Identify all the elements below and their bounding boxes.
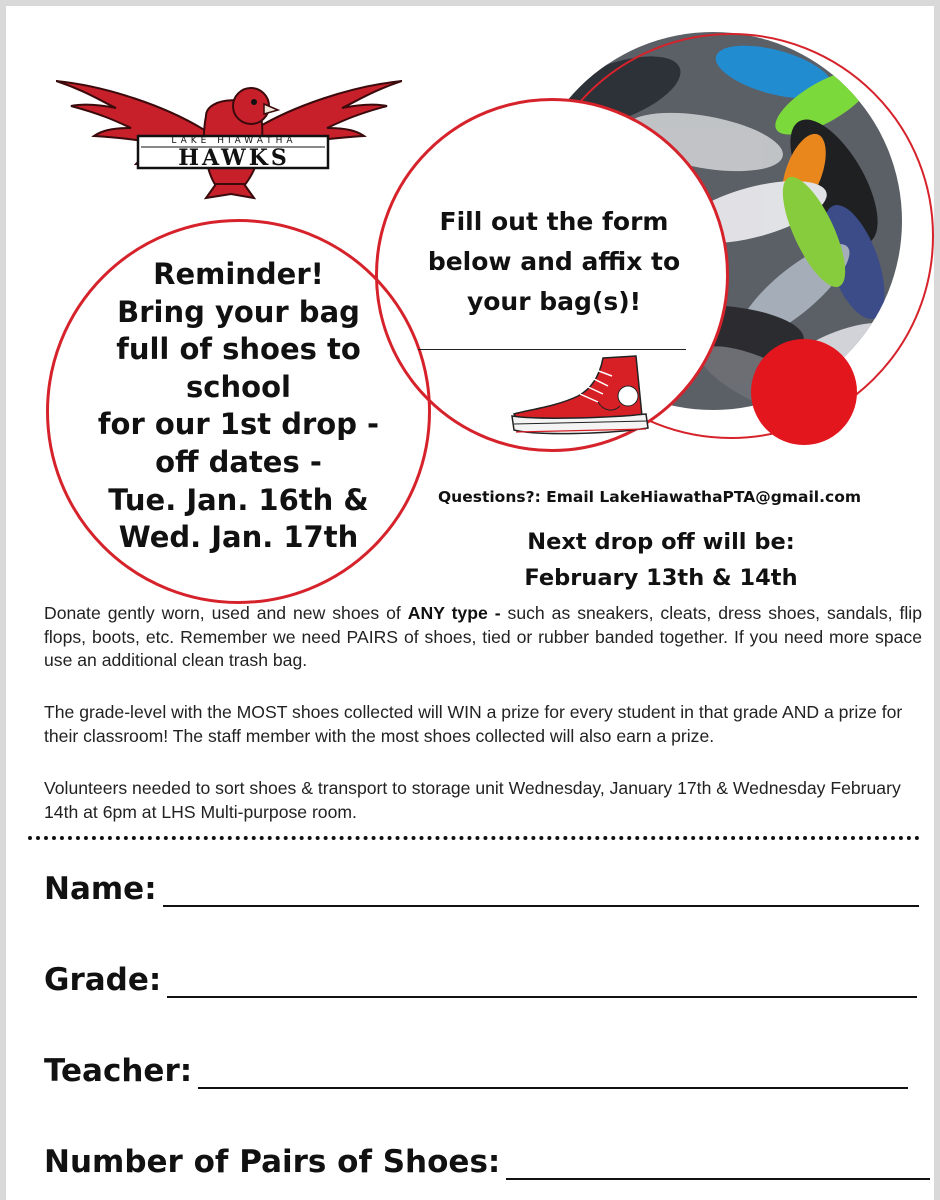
p1-emphasis: ANY type - (407, 603, 508, 623)
flyer-page (6, 6, 934, 1200)
form-note-line: your bag(s)! (466, 287, 642, 316)
reminder-line: Wed. Jan. 17th (118, 520, 359, 555)
questions-contact: Questions?: Email LakeHiawathaPTA@gmail.com (438, 488, 861, 506)
form-note-divider (418, 349, 686, 350)
teacher-label: Teacher: (44, 1053, 193, 1089)
volunteer-paragraph: Volunteers needed to sort shoes & transport to storage unit Wednesday, January 17th & Wednesday February 14th at 6pm at LHS Multi-purpose room. (44, 778, 901, 822)
donation-paragraph (44, 602, 922, 673)
school-logo (56, 76, 402, 201)
next-drop-label: Next drop off will be: (527, 529, 795, 555)
reminder-line: Bring your bag (117, 294, 360, 329)
pairs-label: Number of Pairs of Shoes: (44, 1144, 501, 1180)
grade-field (44, 962, 917, 998)
name-label: Name: (44, 871, 157, 907)
teacher-field (44, 1053, 908, 1089)
name-field (44, 871, 919, 907)
next-drop-info (461, 524, 861, 596)
form-note-line: below and affix to (427, 247, 681, 276)
logo-mascot-name: HAWKS (178, 145, 290, 171)
p1-rest: such as sneakers, cleats, dress shoes, sandals, flip flops, boots, etc. Remember we need PAIRS of shoes, tied or rubber banded together. If you need more space use an additional clean trash bag. (44, 603, 922, 670)
reminder-line: full of shoes to (116, 332, 361, 367)
red-dot-decoration (751, 339, 857, 445)
reminder-text (66, 256, 411, 557)
form-note-text (399, 202, 709, 322)
reminder-line: for our 1st drop - (97, 407, 380, 442)
red-sneaker-icon (508, 354, 653, 450)
logo-school-name: LAKE HIAWATHA (171, 136, 297, 146)
reminder-line: school (186, 369, 291, 404)
cut-line (28, 836, 920, 840)
next-drop-dates: February 13th & 14th (524, 565, 798, 591)
teacher-line[interactable] (198, 1059, 908, 1089)
p1-intro: Donate gently worn, used and new shoes of (44, 603, 408, 623)
reminder-line: Reminder! (153, 257, 324, 291)
grade-line[interactable] (167, 968, 917, 998)
form-note-line: Fill out the form (439, 207, 669, 236)
grade-label: Grade: (44, 962, 162, 998)
reminder-line: off dates - (155, 444, 322, 479)
pairs-line[interactable] (506, 1150, 930, 1180)
reminder-line: Tue. Jan. 16th & (108, 482, 369, 517)
pairs-field (44, 1144, 930, 1180)
name-line[interactable] (163, 877, 919, 907)
prize-paragraph: The grade-level with the MOST shoes collected will WIN a prize for every student in that grade AND a prize for their classroom! The staff member with the most shoes collected will also earn a prize. (44, 702, 903, 746)
